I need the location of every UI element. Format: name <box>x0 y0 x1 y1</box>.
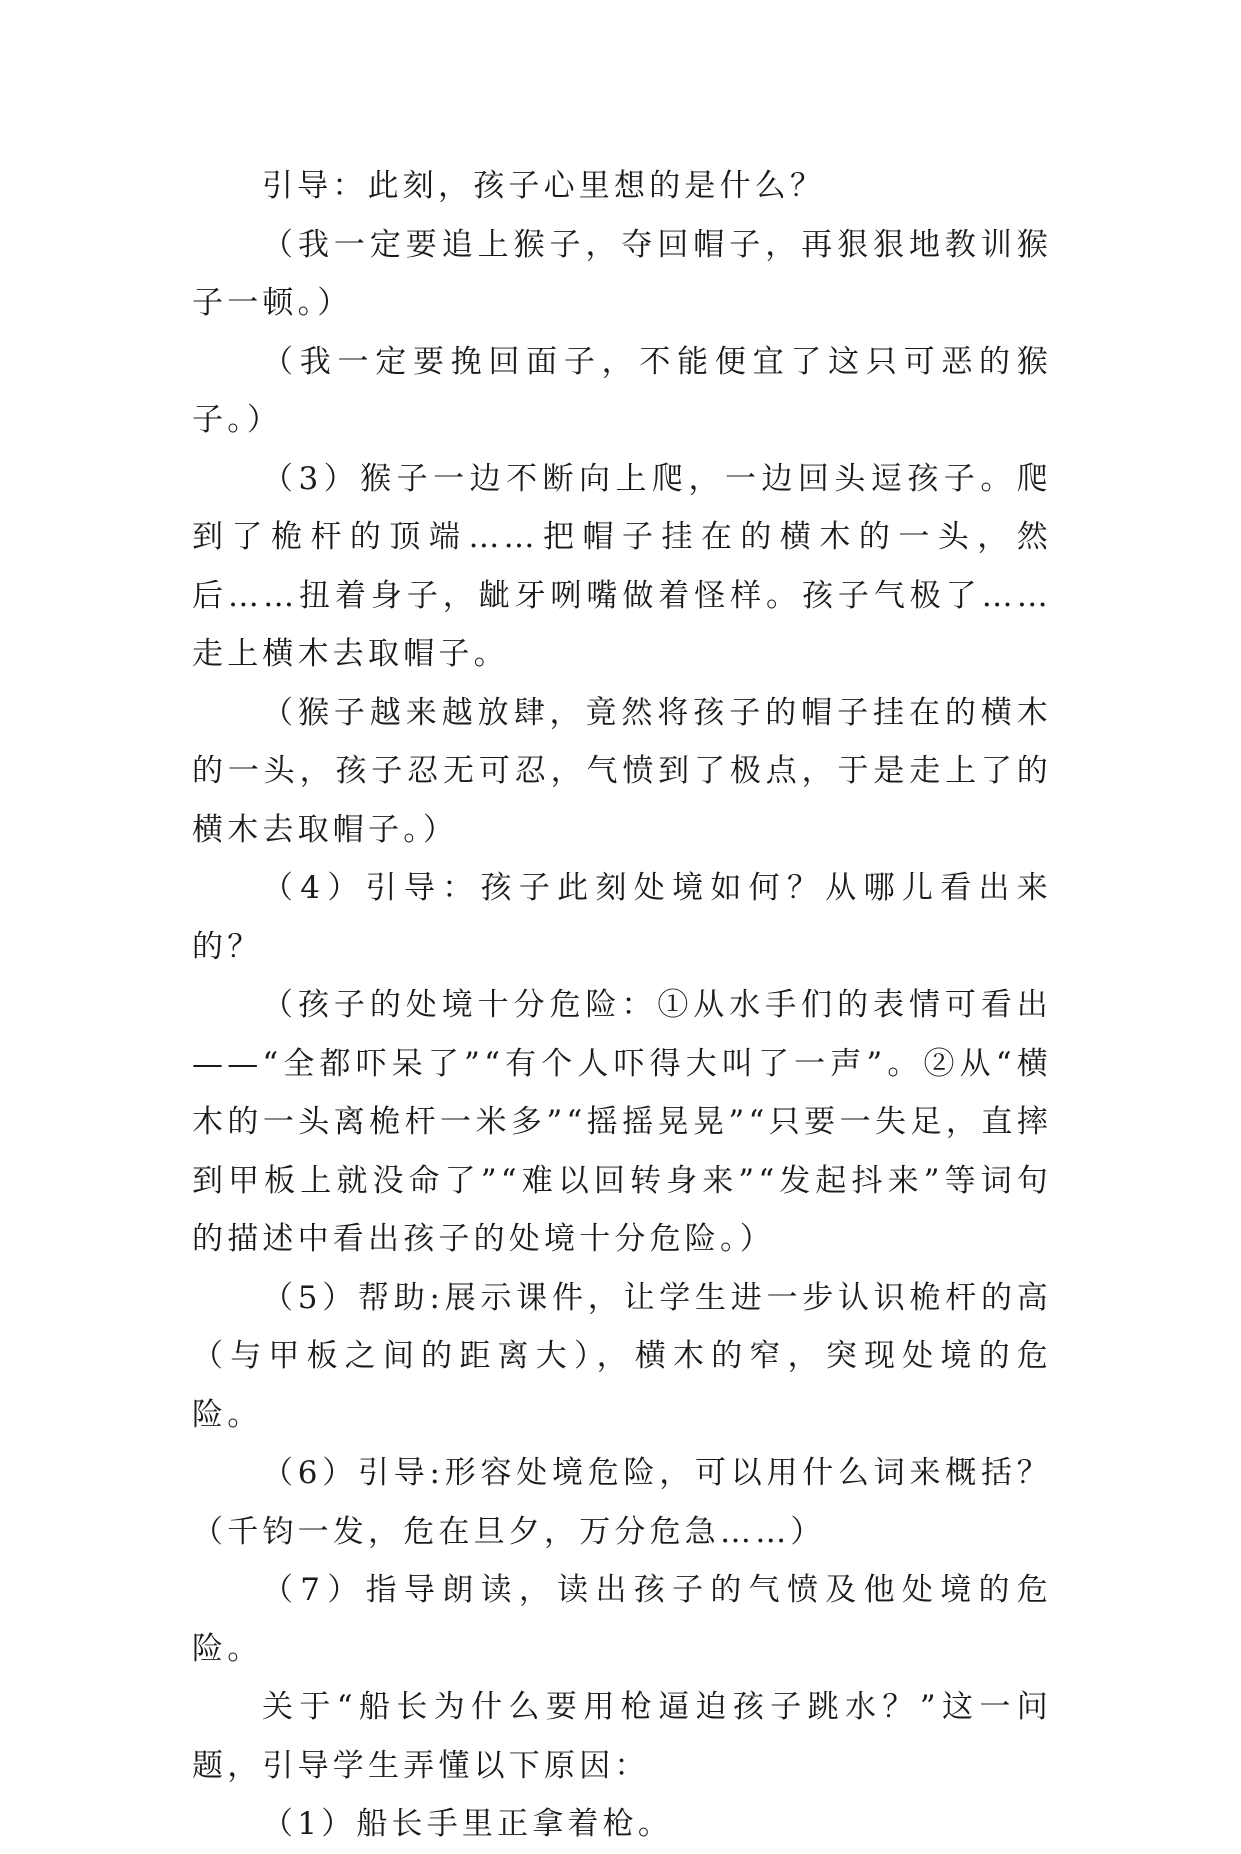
paragraph-8: （5）帮助:展示课件，让学生进一步认识桅杆的高（与甲板之间的距离大），横木的窄，突现处境的危险。 <box>192 1279 1052 1433</box>
paragraph-1: 引导：此刻，孩子心里想的是什么？ <box>262 168 826 204</box>
paragraph-12: （1）船长手里正拿着枪。 <box>262 1806 674 1842</box>
paragraph-6: （4）引导：孩子此刻处境如何？从哪儿看出来的？ <box>192 870 1052 965</box>
paragraph-10: （7）指导朗读，读出孩子的气愤及他处境的危险。 <box>192 1572 1052 1667</box>
paragraph-5: （猴子越来越放肆，竟然将孩子的帽子挂在的横木的一头，孩子忍无可忍，气愤到了极点，于是走上了的横木去取帽子。） <box>192 694 1052 848</box>
paragraph-4: （3）猴子一边不断向上爬，一边回头逗孩子。爬到了桅杆的顶端……把帽子挂在的横木的一头，然后……扭着身子，龇牙咧嘴做着怪样。孩子气极了……走上横木去取帽子。 <box>192 460 1052 672</box>
paragraph-7: （孩子的处境十分危险：①从水手们的表情可看出——“全都吓呆了”“有个人吓得大叫了一声”。②从“横木的一头离桅杆一米多”“摇摇晃晃”“只要一失足，直摔到甲板上就没命了”“难以回转身来”“发起抖来”等词句的描述中看出孩子的处境十分危险。） <box>192 987 1052 1257</box>
paragraph-3: （我一定要挽回面子，不能便宜了这只可恶的猴子。） <box>192 343 1052 438</box>
paragraph-9: （6）引导:形容处境危险，可以用什么词来概括？（千钧一发，危在旦夕，万分危急……） <box>192 1455 1052 1550</box>
document-body <box>192 157 1052 1854</box>
paragraph-2: （我一定要追上猴子，夺回帽子，再狠狠地教训猴子一顿。） <box>192 226 1052 321</box>
paragraph-11: 关于“船长为什么要用枪逼迫孩子跳水？”这一问题，引导学生弄懂以下原因： <box>192 1689 1052 1784</box>
